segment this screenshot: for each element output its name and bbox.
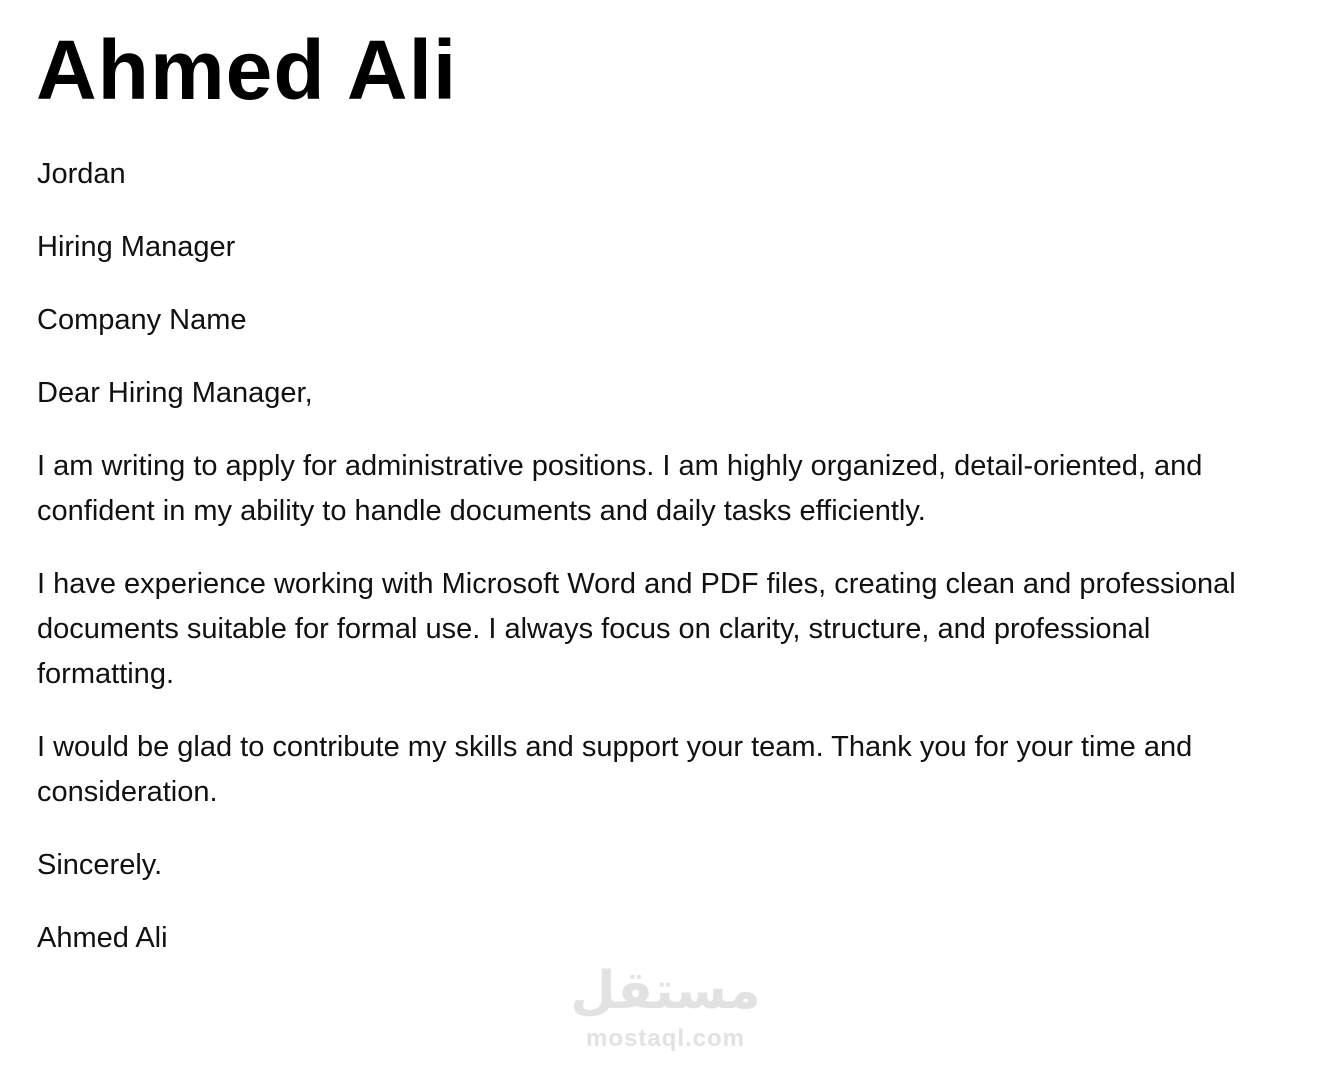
signature: Ahmed Ali bbox=[37, 922, 168, 954]
text-line: formatting. bbox=[37, 658, 174, 690]
text-line: confident in my ability to handle documents and daily tasks efficiently. bbox=[37, 495, 926, 527]
text-line: I am writing to apply for administrative positions. I am highly organized, detail-oriented, and bbox=[37, 450, 1203, 482]
watermark-domain: mostaql.com bbox=[585, 1025, 746, 1052]
recipient-title: Hiring Manager bbox=[37, 231, 236, 263]
closing: Sincerely. bbox=[37, 849, 163, 881]
company-name: Company Name bbox=[37, 304, 247, 336]
text-line: I would be glad to contribute my skills and support your team. Thank you for your time and bbox=[37, 731, 1193, 763]
location: Jordan bbox=[37, 158, 126, 190]
text-line: consideration. bbox=[37, 776, 218, 808]
text-line: I have experience working with Microsoft Word and PDF files, creating clean and professional bbox=[37, 568, 1236, 600]
text-line: documents suitable for formal use. I always focus on clarity, structure, and professional bbox=[37, 613, 1151, 645]
salutation: Dear Hiring Manager, bbox=[37, 377, 313, 409]
watermark-logo: مستقل bbox=[570, 961, 761, 1021]
paragraph-experience bbox=[37, 562, 1236, 697]
paragraph-intro bbox=[37, 444, 1236, 534]
letter-body bbox=[37, 152, 1236, 989]
paragraph-closing bbox=[37, 725, 1236, 815]
author-name-heading: Ahmed Ali bbox=[36, 23, 458, 117]
